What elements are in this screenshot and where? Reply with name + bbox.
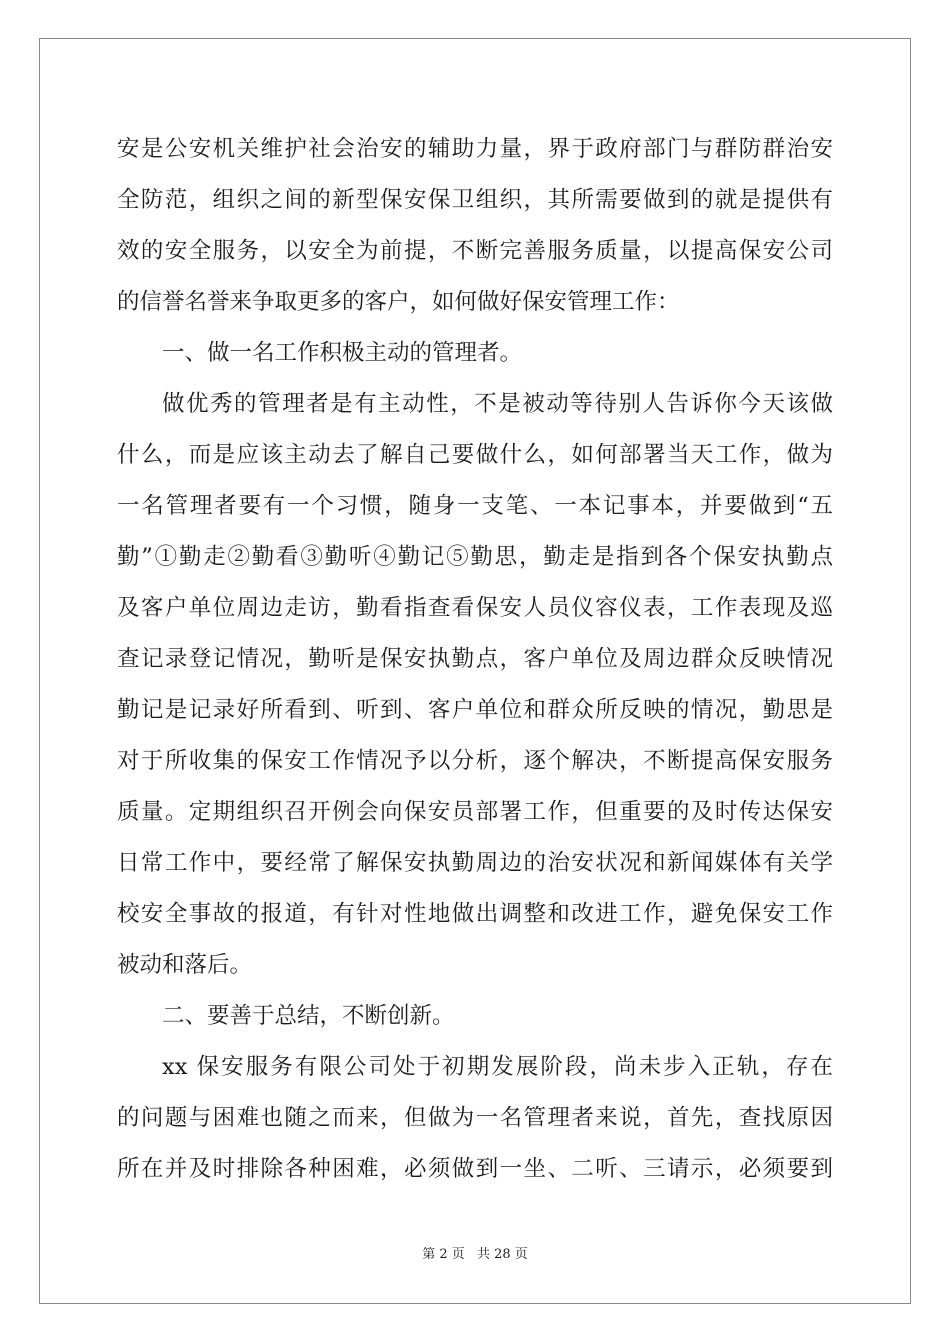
text-line-19: xx 保安服务有限公司处于初期发展阶段，尚未步入正轨，存在 <box>162 1054 833 1080</box>
text-line-20: 的问题与困难也随之而来，但做为一名管理者来说，首先，查找原因 <box>117 1105 833 1131</box>
text-line-8: 一名管理者要有一个习惯，随身一支笔、一本记事本，并要做到“五 <box>117 493 833 519</box>
section-heading-2: 二、要善于总结，不断创新。 <box>162 1003 455 1029</box>
text-line-21: 所在并及时排除各种困难，必须做到一坐、二听、三请示，必须要到 <box>117 1156 833 1182</box>
total-pages: 共 28 页 <box>476 1247 528 1262</box>
text-line-1: 安是公安机关维护社会治安的辅助力量，界于政府部门与群防群治安 <box>117 136 833 162</box>
page-number: 第 2 页 <box>422 1247 465 1262</box>
text-line-10: 及客户单位周边走访，勤看指查看保安人员仪容仪表，工作表现及巡 <box>117 595 833 621</box>
text-line-7: 什么，而是应该主动去了解自己要做什么，如何部署当天工作，做为 <box>117 442 833 468</box>
text-line-15: 日常工作中，要经常了解保安执勤周边的治安状况和新闻媒体有关学 <box>117 850 833 876</box>
text-line-16: 校安全事故的报道，有针对性地做出调整和改进工作，避免保安工作 <box>117 901 833 927</box>
section-heading-1: 一、做一名工作积极主动的管理者。 <box>162 340 523 366</box>
page-footer <box>0 1243 950 1262</box>
text-line-12: 勤记是记录好所看到、听到、客户单位和群众所反映的情况，勤思是 <box>117 697 833 723</box>
text-line-2: 全防范，组织之间的新型保安保卫组织，其所需要做到的就是提供有 <box>117 187 833 213</box>
text-line-4: 的信誉名誉来争取更多的客户，如何做好保安管理工作： <box>117 289 680 315</box>
text-line-11: 查记录登记情况，勤听是保安执勤点，客户单位及周边群众反映情况 <box>117 646 833 672</box>
document-body <box>117 124 833 1195</box>
text-line-13: 对于所收集的保安工作情况予以分析，逐个解决，不断提高保安服务 <box>117 748 833 774</box>
text-line-9: 勤”①勤走②勤看③勤听④勤记⑤勤思，勤走是指到各个保安执勤点 <box>117 544 833 570</box>
text-line-14: 质量。定期组织召开例会向保安员部署工作，但重要的及时传达保安 <box>117 799 833 825</box>
text-line-17: 被动和落后。 <box>117 952 253 978</box>
text-line-6: 做优秀的管理者是有主动性，不是被动等待别人告诉你今天该做 <box>162 391 833 417</box>
text-line-3: 效的安全服务，以安全为前提，不断完善服务质量，以提高保安公司 <box>117 238 833 264</box>
